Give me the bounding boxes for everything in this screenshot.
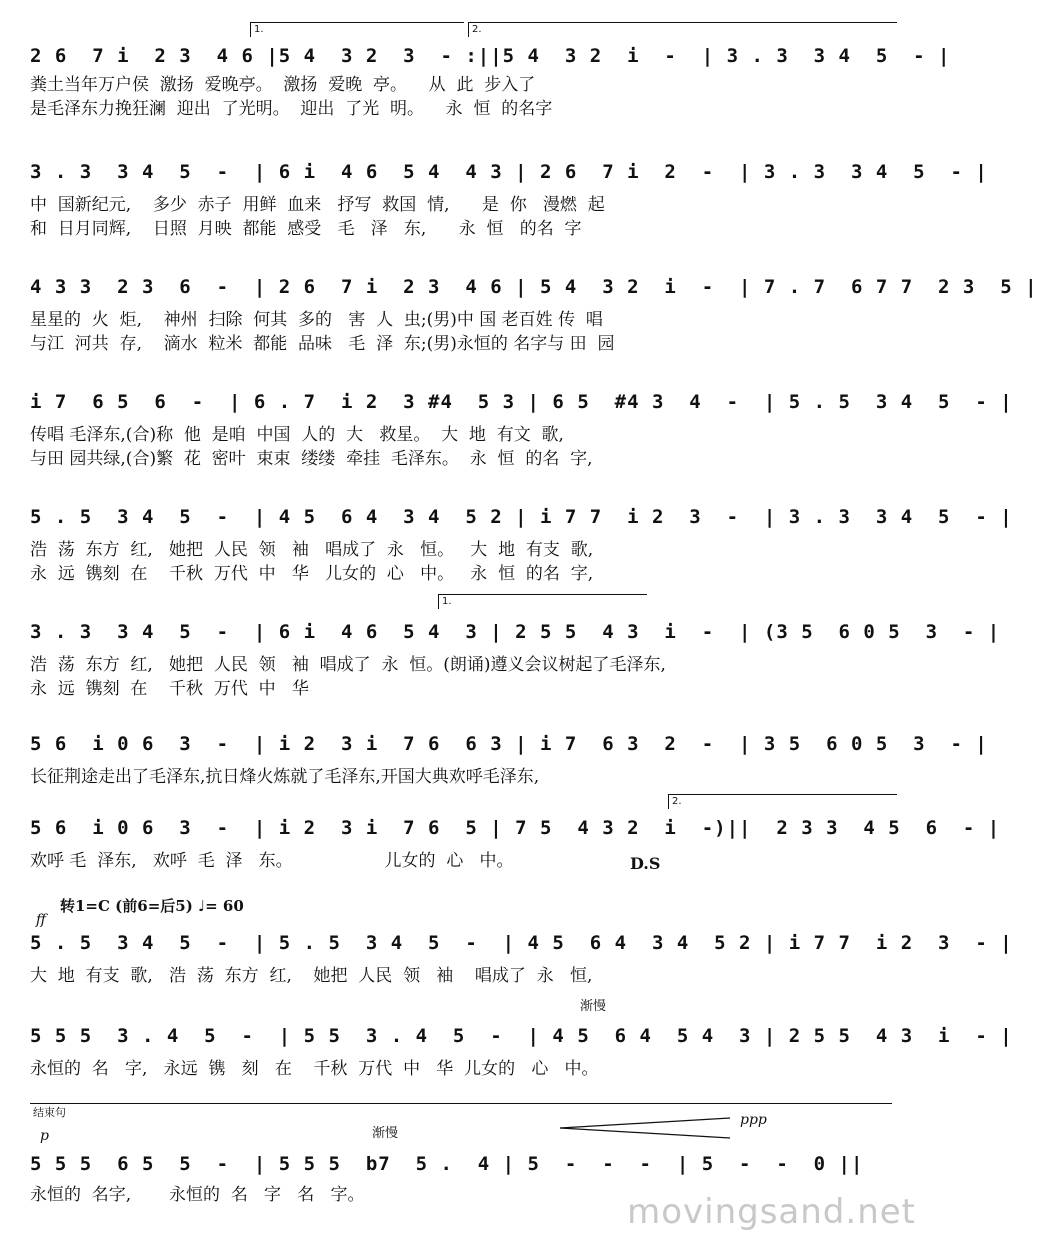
lyric-verse-2: 永 远 镌刻 在 千秋 万代 中 华 bbox=[30, 679, 309, 699]
notation-line: 3 . 3 3 4 5 - | 6 i 4 6 5 4 3 | 2 5 5 4 3 i - | (3 5 6 0 5 3 - | bbox=[30, 621, 1001, 643]
notation-line: i 7 6 5 6 - | 6 . 7 i 2 3 #4 5 3 | 6 5 #4 3 4 - | 5 . 5 3 4 5 - | bbox=[30, 391, 1013, 413]
notation-line: 5 5 5 3 . 4 5 - | 5 5 3 . 4 5 - | 4 5 6 4 5 4 3 | 2 5 5 4 3 i - | bbox=[30, 1025, 1013, 1047]
lyric-verse-1: 浩 荡 东方 红, 她把 人民 领 袖 唱成了 永 恒。(朗诵)遵义会议树起了毛泽东, bbox=[30, 655, 666, 675]
notation-line: 3 . 3 3 4 5 - | 6 i 4 6 5 4 4 3 | 2 6 7 i 2 - | 3 . 3 3 4 5 - | bbox=[30, 161, 988, 183]
lyric-verse-1: 粪土当年万户侯 激扬 爱晚亭。 激扬 爱晚 亭。 从 此 步入了 bbox=[30, 75, 536, 95]
coda-label: 结束句 bbox=[33, 1106, 66, 1119]
lyric-verse-1: 永恒的 名字, 永恒的 名 字 名 字。 bbox=[30, 1185, 365, 1205]
volta-bracket-1b: 1. bbox=[438, 594, 647, 609]
notation-line: 5 6 i 0 6 3 - | i 2 3 i 7 6 5 | 7 5 4 3 2 i -)|| 2 3 3 4 5 6 - | bbox=[30, 817, 1001, 839]
notation-line: 2 6 7 i 2 3 4 6 |5 4 3 2 3 - :||5 4 3 2 i - | 3 . 3 3 4 5 - | bbox=[30, 45, 951, 67]
ritardando-mark: 渐慢 bbox=[580, 999, 607, 1014]
site-watermark: movingsand.net bbox=[627, 1192, 916, 1232]
lyric-verse-1: 浩 荡 东方 红, 她把 人民 领 袖 唱成了 永 恒。 大 地 有支 歌, bbox=[30, 540, 594, 560]
lyric-verse-1: 永恒的 名 字, 永远 镌 刻 在 千秋 万代 中 华 儿女的 心 中。 bbox=[30, 1059, 599, 1079]
lyric-verse-2: 永 远 镌刻 在 千秋 万代 中 华 儿女的 心 中。 永 恒 的名 字, bbox=[30, 564, 594, 584]
volta-bracket-1: 1. bbox=[250, 22, 464, 37]
dynamic-ppp: ppp bbox=[740, 1112, 767, 1128]
lyric-verse-2: 和 日月同辉, 日照 月映 都能 感受 毛 泽 东, 永 恒 的名 字 bbox=[30, 219, 582, 239]
lyric-verse-2: 与江 河共 存, 滴水 粒米 都能 品味 毛 泽 东;(男)永恒的 名字与 田 园 bbox=[30, 334, 615, 354]
dynamic-ff: ff bbox=[36, 912, 46, 928]
lyric-verse-1: 长征荆途走出了毛泽东,抗日烽火炼就了毛泽东,开国大典欢呼毛泽东, bbox=[30, 767, 540, 787]
lyric-verse-1: 传唱 毛泽东,(合)称 他 是咱 中国 人的 大 救星。 大 地 有文 歌, bbox=[30, 425, 564, 445]
lyric-verse-2: 与田 园共绿,(合)繁 花 密叶 束束 缕缕 牵挂 毛泽东。 永 恒 的名 字, bbox=[30, 449, 593, 469]
notation-line: 5 . 5 3 4 5 - | 4 5 6 4 3 4 5 2 | i 7 7 i 2 3 - | 3 . 3 3 4 5 - | bbox=[30, 506, 1013, 528]
lyric-verse-1: 中 国新纪元, 多少 赤子 用鲜 血来 抒写 救国 情, 是 你 漫燃 起 bbox=[30, 195, 605, 215]
decrescendo-hairpin bbox=[560, 1116, 736, 1146]
lyric-verse-1: 大 地 有支 歌, 浩 荡 东方 红, 她把 人民 领 袖 唱成了 永 恒, bbox=[30, 966, 593, 986]
dal-segno-mark: D.S bbox=[630, 854, 661, 873]
notation-line: 5 6 i 0 6 3 - | i 2 3 i 7 6 6 3 | i 7 6 3 2 - | 3 5 6 0 5 3 - | bbox=[30, 733, 988, 755]
coda-bracket bbox=[30, 1103, 892, 1104]
notation-line: 5 . 5 3 4 5 - | 5 . 5 3 4 5 - | 4 5 6 4 3 4 5 2 | i 7 7 i 2 3 - | bbox=[30, 932, 1013, 954]
key-tempo-change: 转1=C (前6=后5) ♩= 60 bbox=[60, 897, 244, 915]
lyric-verse-1: 星星的 火 炬, 神州 扫除 何其 多的 害 人 虫;(男)中 国 老百姓 传 唱 bbox=[30, 310, 603, 330]
volta-bracket-2: 2. bbox=[468, 22, 897, 37]
lyric-verse-1: 欢呼 毛 泽东, 欢呼 毛 泽 东。 儿女的 心 中。 bbox=[30, 851, 514, 871]
notation-line: 4 3 3 2 3 6 - | 2 6 7 i 2 3 4 6 | 5 4 3 2 i - | 7 . 7 6 7 7 2 3 5 | bbox=[30, 276, 1038, 298]
lyric-verse-2: 是毛泽东力挽狂澜 迎出 了光明。 迎出 了光 明。 永 恒 的名字 bbox=[30, 99, 553, 119]
dynamic-p: p bbox=[40, 1128, 49, 1144]
notation-line: 5 5 5 6 5 5 - | 5 5 5 b7 5 . 4 | 5 - - - | 5 - - 0 || bbox=[30, 1153, 864, 1175]
ritardando-mark: 渐慢 bbox=[372, 1126, 399, 1141]
volta-bracket-2b: 2. bbox=[668, 794, 897, 809]
